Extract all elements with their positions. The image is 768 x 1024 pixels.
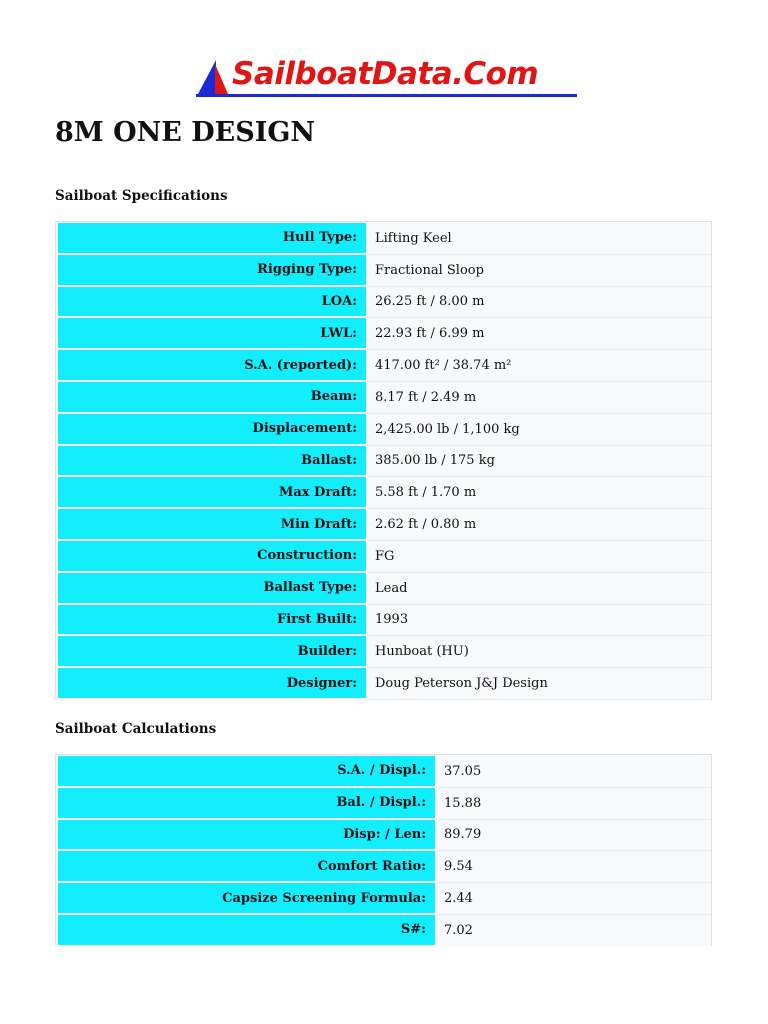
row-value: 2.44	[435, 883, 711, 915]
row-label: First Built:	[58, 605, 366, 637]
row-label: Construction:	[58, 541, 366, 573]
table-row	[56, 820, 711, 852]
row-label: Max Draft:	[58, 477, 366, 509]
table-row	[56, 915, 711, 946]
site-logo[interactable]	[196, 56, 580, 100]
row-value: 89.79	[435, 820, 711, 852]
row-label: S.A. (reported):	[58, 350, 366, 382]
row-label: Rigging Type:	[58, 255, 366, 287]
row-label: Bal. / Displ.:	[58, 788, 435, 820]
row-label: Ballast Type:	[58, 573, 366, 605]
table-row	[56, 223, 711, 255]
row-value: 22.93 ft / 6.99 m	[366, 318, 711, 350]
row-value: Fractional Sloop	[366, 255, 711, 287]
table-row	[56, 318, 711, 350]
row-label: LOA:	[58, 287, 366, 319]
row-value: 7.02	[435, 915, 711, 946]
sail-logo-icon	[198, 60, 216, 94]
row-label: Ballast:	[58, 446, 366, 478]
table-row	[56, 883, 711, 915]
page-title: 8M ONE DESIGN	[55, 117, 316, 148]
row-value: 8.17 ft / 2.49 m	[366, 382, 711, 414]
row-label: LWL:	[58, 318, 366, 350]
calculations-title: Sailboat Calculations	[55, 721, 217, 737]
specifications-table	[55, 221, 712, 700]
table-row	[56, 605, 711, 637]
row-value: 5.58 ft / 1.70 m	[366, 477, 711, 509]
row-value: 15.88	[435, 788, 711, 820]
table-row	[56, 788, 711, 820]
row-label: Displacement:	[58, 414, 366, 446]
table-row	[56, 414, 711, 446]
logo-text: SailboatData.Com	[232, 56, 539, 92]
table-row	[56, 636, 711, 668]
row-label: Disp: / Len:	[58, 820, 435, 852]
row-label: S#:	[58, 915, 435, 946]
row-label: Hull Type:	[58, 223, 366, 255]
table-row	[56, 851, 711, 883]
row-value: FG	[366, 541, 711, 573]
row-label: Designer:	[58, 668, 366, 700]
table-row	[56, 255, 711, 287]
row-label: Beam:	[58, 382, 366, 414]
table-row	[56, 509, 711, 541]
row-value: 417.00 ft² / 38.74 m²	[366, 350, 711, 382]
sail-logo-red-icon	[215, 64, 228, 94]
table-row	[56, 756, 711, 788]
row-value: Lifting Keel	[366, 223, 711, 255]
table-row	[56, 541, 711, 573]
table-row	[56, 668, 711, 700]
row-value: 37.05	[435, 756, 711, 788]
row-label: Capsize Screening Formula:	[58, 883, 435, 915]
row-value: 26.25 ft / 8.00 m	[366, 287, 711, 319]
table-row	[56, 446, 711, 478]
row-label: Min Draft:	[58, 509, 366, 541]
row-value: 2.62 ft / 0.80 m	[366, 509, 711, 541]
table-row	[56, 287, 711, 319]
specifications-title: Sailboat Specifications	[55, 188, 228, 204]
row-value: Doug Peterson J&J Design	[366, 668, 711, 700]
row-value: 2,425.00 lb / 1,100 kg	[366, 414, 711, 446]
calculations-table	[55, 754, 712, 946]
table-row	[56, 477, 711, 509]
row-value: 9.54	[435, 851, 711, 883]
table-row	[56, 350, 711, 382]
row-label: Builder:	[58, 636, 366, 668]
row-label: Comfort Ratio:	[58, 851, 435, 883]
table-row	[56, 573, 711, 605]
row-value: 1993	[366, 605, 711, 637]
logo-underline	[196, 94, 577, 97]
row-label: S.A. / Displ.:	[58, 756, 435, 788]
row-value: Hunboat (HU)	[366, 636, 711, 668]
table-row	[56, 382, 711, 414]
row-value: Lead	[366, 573, 711, 605]
row-value: 385.00 lb / 175 kg	[366, 446, 711, 478]
